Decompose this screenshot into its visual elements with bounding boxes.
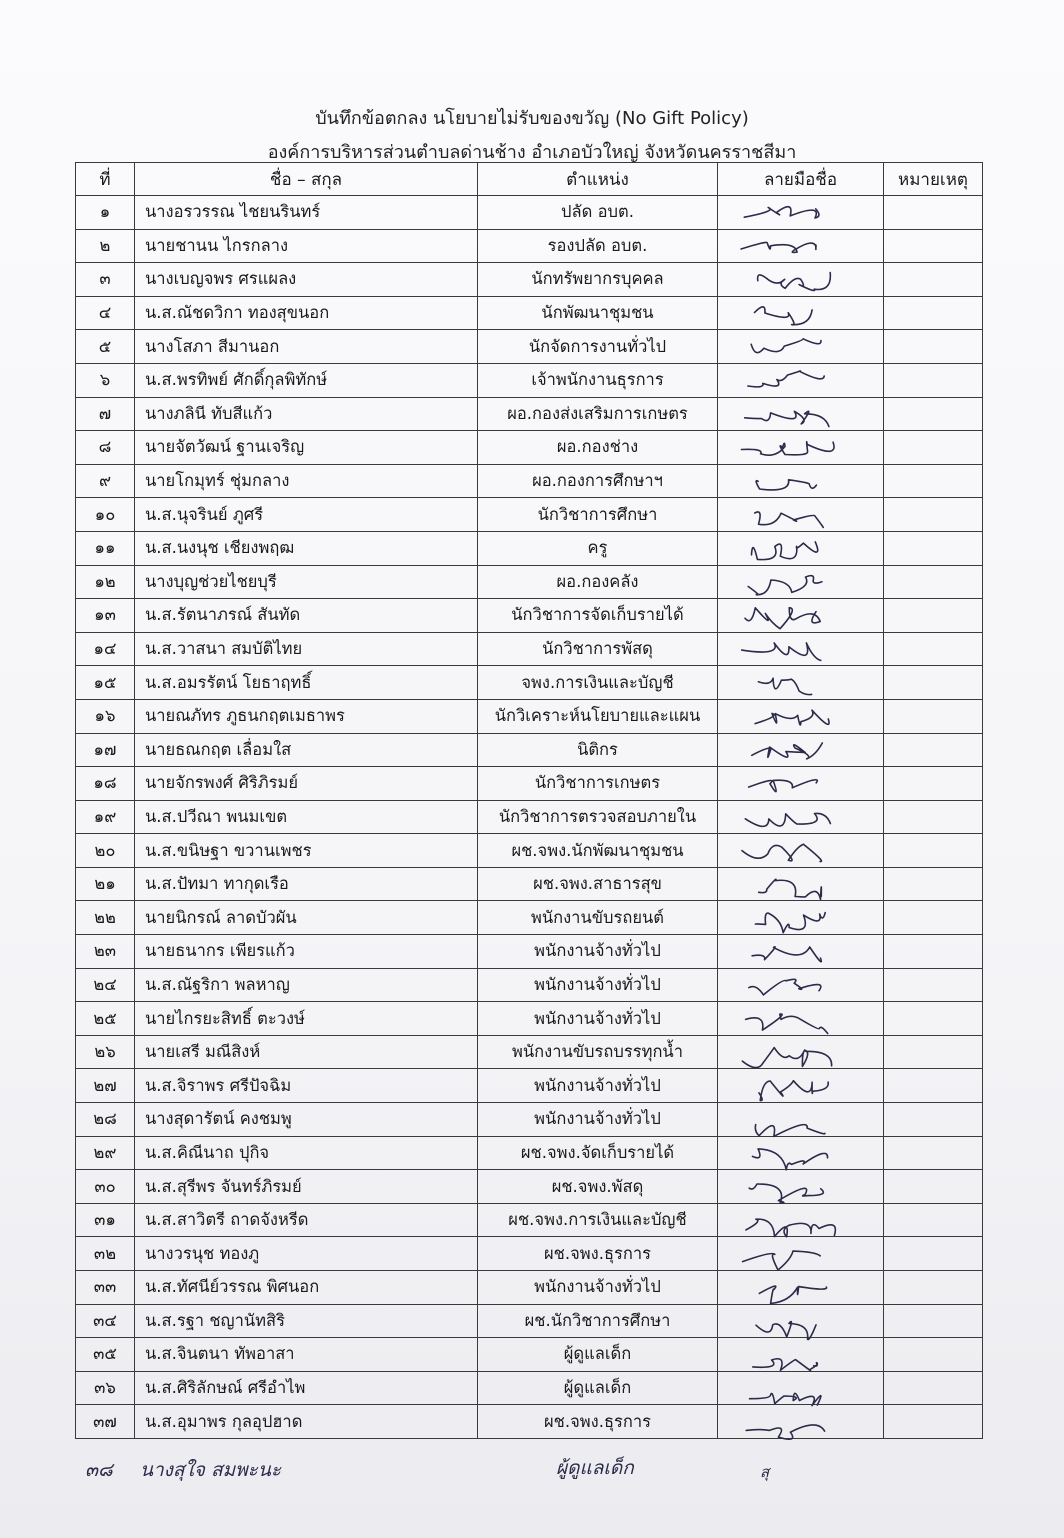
table-row [76,229,983,263]
table-row [76,498,983,532]
table-row [76,1103,983,1137]
row-signature [718,666,884,700]
row-position: ผช.จพง.การเงินและบัญชี [478,1203,718,1237]
row-remark [884,1203,983,1237]
row-position: นักวิชาการศึกษา [478,498,718,532]
row-remark [884,1069,983,1103]
row-remark [884,632,983,666]
row-name: นางภลินี ทับสีแก้ว [135,397,478,431]
row-name: น.ส.พรทิพย์ ศักดิ์กุลพิทักษ์ [135,363,478,397]
row-remark [884,699,983,733]
document-title: บันทึกข้อตกลง นโยบายไม่รับของขวัญ (No Gift Policy) [315,108,749,129]
table-row [76,867,983,901]
row-number: ๒๔ [76,968,135,1002]
row-position: พนักงานจ้างทั่วไป [478,1002,718,1036]
row-number: ๑๘ [76,767,135,801]
row-signature [718,1203,884,1237]
row-signature [718,901,884,935]
row-remark [884,800,983,834]
row-position: ผช.จพง.ธุรการ [478,1237,718,1271]
row-remark [884,1338,983,1372]
row-name: น.ส.ณัชดวิกา ทองสุขนอก [135,296,478,330]
row-position: นักวิชาการพัสดุ [478,632,718,666]
row-position: นักพัฒนาชุมชน [478,296,718,330]
row-name: น.ส.สาวิตรี ถาดจังหรีด [135,1203,478,1237]
table-row [76,699,983,733]
row-remark [884,1237,983,1271]
row-signature [718,935,884,969]
row-remark [884,968,983,1002]
row-signature [718,431,884,465]
handwritten-number: ๓๘ [85,1459,113,1481]
row-name: นายธนากร เพียรแก้ว [135,935,478,969]
table-row [76,1371,983,1405]
handwritten-signature: สุ [760,1463,770,1481]
row-remark [884,1271,983,1305]
table-row [76,196,983,230]
row-position: นักวิชาการเกษตร [478,767,718,801]
row-name: น.ส.รฐา ชญานัทสิริ [135,1304,478,1338]
row-remark [884,229,983,263]
row-name: นายโกมุทร์ ชุ่มกลาง [135,464,478,498]
table-row [76,1203,983,1237]
row-signature [718,1304,884,1338]
table-row [76,397,983,431]
row-position: พนักงานจ้างทั่วไป [478,1069,718,1103]
row-number: ๑๖ [76,699,135,733]
row-remark [884,834,983,868]
row-signature [718,1170,884,1204]
row-remark [884,431,983,465]
row-number: ๑๔ [76,632,135,666]
row-remark [884,733,983,767]
row-number: ๑๑ [76,531,135,565]
row-name: น.ส.ณัฐริกา พลหาญ [135,968,478,1002]
row-name: นางสุดารัตน์ คงชมพู [135,1103,478,1137]
row-position: จพง.การเงินและบัญชี [478,666,718,700]
row-position: ผู้ดูแลเด็ก [478,1371,718,1405]
row-position: ผช.จพง.จัดเก็บรายได้ [478,1136,718,1170]
row-remark [884,296,983,330]
table-row [76,1304,983,1338]
row-remark [884,498,983,532]
row-signature [718,1002,884,1036]
signature-table [75,162,983,1439]
row-name: นายจัตวัฒน์ ฐานเจริญ [135,431,478,465]
row-number: ๑๕ [76,666,135,700]
row-position: ผช.จพง.นักพัฒนาชุมชน [478,834,718,868]
row-signature [718,733,884,767]
table-row [76,1405,983,1439]
row-signature [718,699,884,733]
row-position: ผอ.กองการศึกษาฯ [478,464,718,498]
row-signature [718,1271,884,1305]
row-number: ๔ [76,296,135,330]
row-name: นางโสภา สีมานอก [135,330,478,364]
table-row [76,901,983,935]
table-row [76,1237,983,1271]
row-signature [718,834,884,868]
row-number: ๓๐ [76,1170,135,1204]
row-number: ๒ [76,229,135,263]
row-name: น.ส.ปวีณา พนมเขต [135,800,478,834]
header-position: ตำแหน่ง [478,163,718,196]
row-signature [718,1035,884,1069]
table-row [76,1136,983,1170]
row-position: นักวิเคราะห์นโยบายและแผน [478,699,718,733]
row-signature [718,196,884,230]
row-remark [884,196,983,230]
row-remark [884,767,983,801]
row-signature [718,296,884,330]
row-position: นักทรัพยากรบุคคล [478,263,718,297]
table-row [76,531,983,565]
row-name: น.ส.วาสนา สมบัติไทย [135,632,478,666]
row-number: ๒๕ [76,1002,135,1036]
row-number: ๓๖ [76,1371,135,1405]
row-remark [884,1103,983,1137]
row-signature [718,632,884,666]
table-row [76,1271,983,1305]
row-position: นักวิชาการจัดเก็บรายได้ [478,599,718,633]
row-position: ผช.จพง.ธุรการ [478,1405,718,1439]
row-number: ๑๒ [76,565,135,599]
row-remark [884,263,983,297]
row-signature [718,498,884,532]
table-row [76,1069,983,1103]
row-remark [884,599,983,633]
header-signature: ลายมือชื่อ [718,163,884,196]
row-remark [884,531,983,565]
row-number: ๗ [76,397,135,431]
table-row [76,565,983,599]
row-name: น.ส.ทัศนีย์วรรณ พิศนอก [135,1271,478,1305]
table-row [76,800,983,834]
row-signature [718,1405,884,1439]
table-row [76,733,983,767]
row-signature [718,330,884,364]
row-name: นางวรนุช ทองภู [135,1237,478,1271]
row-signature [718,229,884,263]
row-name: นางเบญจพร ศรแผลง [135,263,478,297]
row-name: น.ส.สุรีพร จันทร์ภิรมย์ [135,1170,478,1204]
row-number: ๒๖ [76,1035,135,1069]
row-number: ๓๒ [76,1237,135,1271]
row-remark [884,1002,983,1036]
header-name: ชื่อ – สกุล [135,163,478,196]
header-number: ที่ [76,163,135,196]
table-row [76,363,983,397]
row-signature [718,1103,884,1137]
row-position: ผอ.กองส่งเสริมการเกษตร [478,397,718,431]
row-name: นายไกรยะสิทธิ์ ตะวงษ์ [135,1002,478,1036]
row-name: น.ส.ปัทมา ทากุดเรือ [135,867,478,901]
row-number: ๓๓ [76,1271,135,1305]
row-number: ๑๙ [76,800,135,834]
row-remark [884,565,983,599]
row-signature [718,968,884,1002]
document-subtitle: องค์การบริหารส่วนตำบลด่านช้าง อำเภอบัวใหญ่ จังหวัดนครราชสีมา [267,142,797,163]
row-number: ๒๒ [76,901,135,935]
row-number: ๒๗ [76,1069,135,1103]
row-position: พนักงานจ้างทั่วไป [478,1271,718,1305]
row-signature [718,464,884,498]
row-position: พนักงานจ้างทั่วไป [478,1103,718,1137]
row-name: น.ส.รัตนาภรณ์ สันทัด [135,599,478,633]
row-position: ผอ.กองช่าง [478,431,718,465]
row-name: นางบุญช่วยไชยบุรี [135,565,478,599]
row-name: น.ส.ขนิษฐา ขวานเพชร [135,834,478,868]
row-name: นายณภัทร ภูธนกฤตเมธาพร [135,699,478,733]
row-signature [718,800,884,834]
handwritten-position: ผู้ดูแลเด็ก [556,1457,634,1479]
row-name: นายเสรี มณีสิงห์ [135,1035,478,1069]
row-number: ๙ [76,464,135,498]
table-row [76,767,983,801]
row-number: ๓๕ [76,1338,135,1372]
table-row [76,968,983,1002]
row-remark [884,1371,983,1405]
table-row [76,834,983,868]
row-position: ผู้ดูแลเด็ก [478,1338,718,1372]
row-name: นางอรวรรณ ไชยนรินทร์ [135,196,478,230]
row-number: ๓๔ [76,1304,135,1338]
row-remark [884,1405,983,1439]
row-signature [718,599,884,633]
header-remark: หมายเหตุ [884,163,983,196]
table-row [76,431,983,465]
row-number: ๑๓ [76,599,135,633]
row-signature [718,1136,884,1170]
row-name: น.ส.ศิริลักษณ์ ศรีอำไพ [135,1371,478,1405]
row-number: ๑ [76,196,135,230]
row-name: นายนิกรณ์ ลาดบัวผัน [135,901,478,935]
row-position: นักจัดการงานทั่วไป [478,330,718,364]
row-remark [884,397,983,431]
row-name: น.ส.จิราพร ศรีปัจฉิม [135,1069,478,1103]
row-position: พนักงานขับรถยนต์ [478,901,718,935]
row-remark [884,1170,983,1204]
handwritten-name: นางสุใจ สมพะนะ [140,1459,282,1481]
row-remark [884,330,983,364]
row-position: ครู [478,531,718,565]
row-signature [718,867,884,901]
row-position: ผช.จพง.สาธารสุข [478,867,718,901]
row-number: ๓๑ [76,1203,135,1237]
row-number: ๑๗ [76,733,135,767]
row-position: รองปลัด อบต. [478,229,718,263]
row-remark [884,867,983,901]
table-row [76,599,983,633]
row-number: ๓๗ [76,1405,135,1439]
table-body [76,196,983,1439]
table-row [76,1338,983,1372]
row-position: เจ้าพนักงานธุรการ [478,363,718,397]
row-position: ผช.นักวิชาการศึกษา [478,1304,718,1338]
row-position: นักวิชาการตรวจสอบภายใน [478,800,718,834]
row-number: ๖ [76,363,135,397]
table-row [76,263,983,297]
row-signature [718,397,884,431]
table-row [76,632,983,666]
row-name: นายจักรพงศ์ ศิริภิรมย์ [135,767,478,801]
table-row [76,1170,983,1204]
table-row [76,330,983,364]
row-signature [718,363,884,397]
row-position: พนักงานจ้างทั่วไป [478,968,718,1002]
row-signature [718,1338,884,1372]
row-signature [718,1237,884,1271]
row-name: น.ส.อมรรัตน์ โยธาฤทธิ์ [135,666,478,700]
row-remark [884,363,983,397]
row-name: นายชานน ไกรกลาง [135,229,478,263]
row-number: ๑๐ [76,498,135,532]
table-row [76,935,983,969]
row-number: ๒๐ [76,834,135,868]
row-number: ๒๙ [76,1136,135,1170]
row-remark [884,1035,983,1069]
row-remark [884,1304,983,1338]
row-number: ๓ [76,263,135,297]
table-row [76,666,983,700]
row-remark [884,666,983,700]
row-signature [718,531,884,565]
row-position: ปลัด อบต. [478,196,718,230]
row-name: น.ส.จินตนา ทัพอาสา [135,1338,478,1372]
table-header-row [76,163,983,196]
row-name: น.ส.อุมาพร กุลอุปฮาด [135,1405,478,1439]
table-row [76,1035,983,1069]
row-number: ๒๓ [76,935,135,969]
row-number: ๒๘ [76,1103,135,1137]
row-name: นายธณกฤต เลื่อมใส [135,733,478,767]
row-number: ๘ [76,431,135,465]
row-name: น.ส.คิณีนาถ ปุกิจ [135,1136,478,1170]
row-name: น.ส.นุจรินย์ ภูศรี [135,498,478,532]
row-position: นิติกร [478,733,718,767]
row-signature [718,1371,884,1405]
table-row [76,296,983,330]
row-remark [884,935,983,969]
row-position: พนักงานจ้างทั่วไป [478,935,718,969]
row-number: ๒๑ [76,867,135,901]
row-remark [884,464,983,498]
row-position: ผช.จพง.พัสดุ [478,1170,718,1204]
row-position: พนักงานขับรถบรรทุกน้ำ [478,1035,718,1069]
row-number: ๕ [76,330,135,364]
row-name: น.ส.นงนุช เชียงพฤฒ [135,531,478,565]
row-signature [718,1069,884,1103]
row-position: ผอ.กองคลัง [478,565,718,599]
table-row [76,1002,983,1036]
row-remark [884,1136,983,1170]
row-signature [718,767,884,801]
row-remark [884,901,983,935]
row-signature [718,263,884,297]
row-signature [718,565,884,599]
table-row [76,464,983,498]
